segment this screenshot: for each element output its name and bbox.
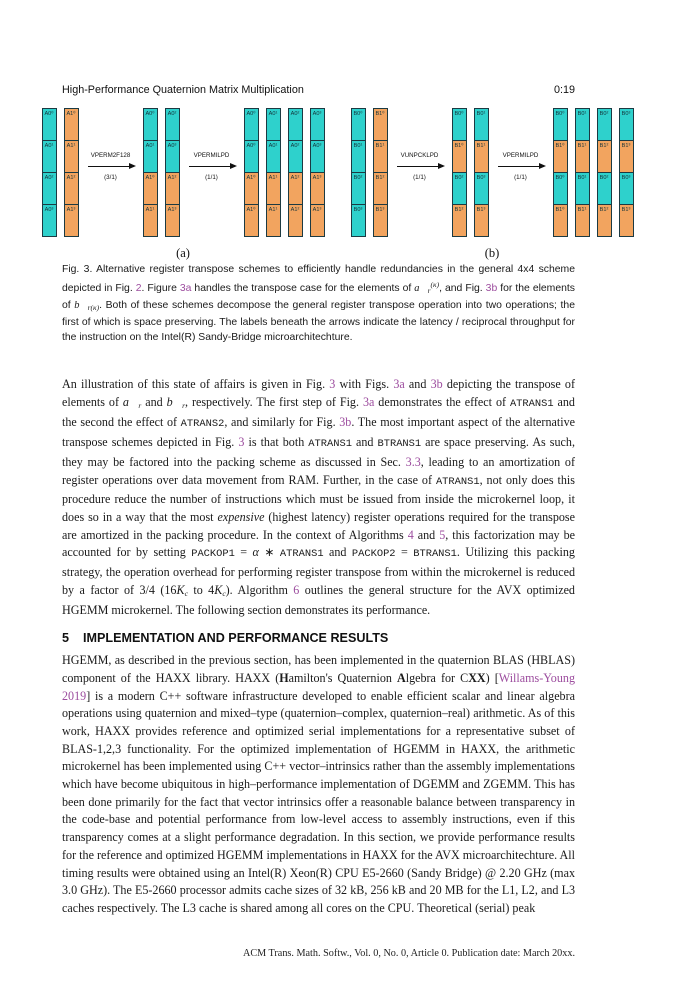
register-cell: B0³ [351, 204, 366, 237]
register-cell: A0¹ [266, 140, 281, 173]
text-run: for the elements of [62, 283, 575, 311]
register-cell: B0² [351, 172, 366, 205]
text-run: K [214, 582, 223, 597]
text-run: amilton's Quaternion [288, 670, 397, 685]
register-cell: B0¹ [474, 108, 489, 141]
register-cell: A0² [165, 108, 180, 141]
register-cell: B1² [373, 172, 388, 205]
text-run: r(κ) [87, 303, 100, 312]
arrow-rate-label: (1/1) [514, 174, 527, 181]
text-run: ATRANS1 [435, 475, 480, 488]
text-run: An illustration of this state of affairs is given in Fig. [62, 377, 330, 391]
text-run: and [404, 377, 431, 391]
register-column [64, 108, 79, 237]
text-run: A [396, 670, 406, 685]
register-cell: A1¹ [266, 172, 281, 205]
text-run: . Utilizing this packing strategy, the operation overhead for performing register transpose from within the microkernel is reduced by a factor of 3/4 (16 [62, 545, 575, 597]
register-cell: A0⁰ [143, 108, 158, 141]
text-run: , leading to an amortization of register operations over data movement from RAM. Further, in the case of [62, 454, 575, 487]
register-cell: B1² [597, 204, 612, 237]
text-run: c [222, 588, 226, 598]
text-run: and [413, 527, 440, 542]
register-cell: B0¹ [575, 108, 590, 141]
text-run: and [141, 394, 167, 409]
arrow-rate-label: (1/1) [205, 174, 218, 181]
text-run: . Figure [141, 283, 180, 294]
register-cell: A1³ [310, 204, 325, 237]
panel-a-initial-registers [42, 108, 79, 237]
register-cell: B1³ [373, 204, 388, 237]
ref-link[interactable]: 4 [407, 527, 414, 542]
text-run: b⃗ [166, 394, 183, 409]
register-cell: A0² [42, 172, 57, 205]
text-run: and the second the effect of [62, 394, 575, 430]
text-run: XX [468, 670, 486, 685]
register-cell: A0³ [42, 204, 57, 237]
text-run: depicting the transpose of elements of [62, 377, 576, 409]
figure-panel-b [351, 108, 634, 261]
text-run: is that both [244, 435, 309, 450]
text-run: , and similarly for Fig. [224, 415, 340, 430]
register-column [288, 108, 303, 237]
text-run: , respectively. The first step of Fig. [185, 394, 363, 409]
register-cell: B1⁰ [373, 108, 388, 141]
register-column [266, 108, 281, 237]
register-cell: B0³ [474, 172, 489, 205]
register-cell: A1³ [64, 204, 79, 237]
register-cell: B1¹ [373, 140, 388, 173]
ref-link[interactable]: 3 [329, 377, 336, 391]
text-run: , and Fig. [439, 283, 486, 294]
register-column [351, 108, 366, 237]
panel-b-arrow-1 [393, 108, 447, 225]
ref-link[interactable]: Willams-Young 2019 [62, 670, 575, 703]
panel-a-intermediate-registers [143, 108, 180, 237]
text-run: , not only does this procedure reduce the number of instructions which must be issued from inside the microkernel loop, it does so in a way that the most [62, 472, 575, 524]
text-run: Fig. 3. Alternative register transpose schemes to efficiently handle redundancies in the general 4x4 scheme depicted in Fig. [62, 264, 575, 294]
register-cell: B1³ [474, 204, 489, 237]
panel-b-intermediate-registers [452, 108, 489, 237]
register-column [575, 108, 590, 237]
text-run: lgebra for C [405, 670, 469, 685]
register-cell: B1⁰ [452, 140, 467, 173]
text-run: . Both of these schemes decompose the general register transpose operation into two operations; the first of which is space preserving. The labels beneath the arrows indicate the latency / reciprocal throughput for the instruction on the Intel(R) Sandy-Bridge microarchitechture. [62, 300, 575, 343]
register-cell: A0² [288, 140, 303, 173]
register-cell: A0² [288, 108, 303, 141]
text-run: r [138, 400, 142, 410]
right-arrow-icon [189, 166, 235, 167]
register-column [553, 108, 568, 237]
text-run: demonstrates the effect of [374, 394, 510, 409]
panel-a-row [42, 108, 325, 237]
panel-b-initial-registers [351, 108, 388, 237]
register-cell: A1⁰ [244, 172, 259, 205]
figure-caption [62, 262, 575, 345]
text-run: and [323, 545, 352, 560]
arrow-op-label: VPERM2F128 [90, 152, 131, 159]
ref-link[interactable]: 5 [439, 527, 446, 542]
text-run: c [184, 588, 188, 598]
register-column [244, 108, 259, 237]
body-paragraph-2 [62, 652, 575, 918]
right-arrow-icon [498, 166, 544, 167]
register-cell: B1² [597, 140, 612, 173]
register-cell: A0³ [310, 108, 325, 141]
text-run: outlines the general structure for the AVX optimized HGEMM microkernel. The following section demonstrates its performance. [62, 582, 575, 618]
register-column [143, 108, 158, 237]
text-run: ) [ [485, 670, 499, 685]
register-cell: A0⁰ [42, 108, 57, 141]
body-paragraph-1 [62, 376, 575, 620]
text-run: are space preserving. As such, they may be factored into the packing scheme as discussed in Sec. [62, 435, 575, 469]
text-run: ] is a modern C++ software infrastructure developed to enable efficient scalar and linear algebra operations using quaternion and mixed–type (quaternion–complex, quaternion–real) arithmetic. As of this work, HAXX provides reference and optimized serial implementations for a representative subset of BLAS-1,2,3 functionality. For the optimized implementation of HGEMM in HAXX, the arithmetic microkernel has been implemented using C++ vector–intrinsics rather than the assembly implementations which have become ubiquitous in high–performance implementation of DGEMM and ZGEMM. This has been done primarily for the fact that vector intrinsics offer a reasonable balance between transparency in the code-base and potential performance from low-level access to assembly instructions, even if this transparency comes at a slight performance degradation. In this section, we provide performance results for the reference and optimized HGEMM implementations in HAXX for the AVX microarchitechture. All timing results were obtained using an Intel(R) Xeon(R) CPU E5-2660 (Sandy Bridge) @ 2.20 GHz (max 3.0 GHz). The E5-2660 processor admits cache sizes of 32 kB, 256 kB and 20 MB for the L1, L2, and L3 caches respectively. The L3 cache is shared among all cores on the CPU. Theoretical (serial) peak [62, 688, 575, 915]
text-run: , this factorization may be accounted for by setting [62, 527, 576, 560]
arrow-op-label: VPERMILPD [193, 152, 230, 159]
text-run: . The most important aspect of the alternative transpose schemes depicted in Fig. [62, 415, 575, 450]
register-column [42, 108, 57, 237]
header-title: High-Performance Quaternion Matrix Multiplication [62, 84, 304, 96]
register-cell: B0² [597, 172, 612, 205]
register-cell: A1¹ [143, 204, 158, 237]
register-cell: A1³ [310, 172, 325, 205]
panel-b-label: (b) [484, 246, 500, 260]
ref-link[interactable]: 3a [179, 283, 192, 294]
register-column [373, 108, 388, 237]
register-column [597, 108, 612, 237]
register-cell: A0¹ [143, 140, 158, 173]
register-cell: B0² [597, 108, 612, 141]
register-cell: A0⁰ [244, 140, 259, 173]
register-cell: B1¹ [575, 140, 590, 173]
section-heading [62, 631, 575, 645]
right-arrow-icon [397, 166, 443, 167]
text-run: K [176, 582, 185, 597]
register-cell: B0³ [619, 172, 634, 205]
register-cell: A0³ [165, 140, 180, 173]
text-run: a⃗ [122, 394, 139, 409]
text-run: expensive [217, 509, 265, 524]
text-run: r [427, 286, 431, 295]
panel-a-arrow-1 [84, 108, 138, 225]
text-run: with Figs. [335, 377, 394, 391]
panel-a-final-registers [244, 108, 325, 237]
register-cell: B1¹ [474, 140, 489, 173]
figure-3 [0, 108, 675, 261]
panel-b-final-registers [553, 108, 634, 237]
register-cell: B0¹ [575, 172, 590, 205]
right-arrow-icon [88, 166, 134, 167]
figure-panel-a [42, 108, 325, 261]
arrow-rate-label: (3/1) [104, 174, 117, 181]
register-cell: A0³ [310, 140, 325, 173]
register-cell: A1² [288, 204, 303, 237]
register-cell: B0¹ [351, 140, 366, 173]
arrow-op-label: VPERMILPD [502, 152, 539, 159]
section-title: IMPLEMENTATION AND PERFORMANCE RESULTS [83, 631, 389, 646]
ref-link[interactable]: 3a [362, 394, 375, 409]
text-run: ATRANS2 [180, 418, 225, 431]
ref-link[interactable]: 2 [135, 283, 142, 294]
ref-link[interactable]: 3b [485, 283, 498, 294]
text-run: BTRANS1 [413, 548, 457, 561]
arrow-rate-label: (1/1) [413, 174, 426, 181]
text-run: to 4 [187, 582, 215, 597]
ref-link[interactable]: 3b [430, 377, 443, 391]
text-run: = [234, 545, 253, 560]
register-cell: A1⁰ [64, 108, 79, 141]
register-cell: B1⁰ [553, 204, 568, 237]
text-run: (κ) [430, 280, 440, 289]
ref-link[interactable]: 6 [293, 582, 300, 597]
register-cell: A1² [165, 172, 180, 205]
text-column [62, 376, 575, 918]
text-run: ATRANS1 [279, 548, 324, 561]
register-cell: B0⁰ [351, 108, 366, 141]
register-column [619, 108, 634, 237]
register-cell: A1⁰ [244, 204, 259, 237]
register-cell: B0⁰ [553, 108, 568, 141]
text-run: ∗ [258, 545, 280, 560]
register-cell: B1³ [619, 204, 634, 237]
register-cell: A0¹ [266, 108, 281, 141]
register-cell: B1⁰ [553, 140, 568, 173]
text-run: handles the transpose case for the elements of [191, 283, 415, 294]
text-run: = [395, 545, 414, 560]
register-cell: B0² [452, 172, 467, 205]
ref-link[interactable]: 3a [393, 377, 405, 391]
text-run: HGEMM, as described in the previous section, has been implemented in the quaternion BLAS (HBLAS) component of the HAXX library. HAXX ( [62, 653, 575, 685]
text-run: PACKOP1 [191, 548, 235, 561]
ref-link[interactable]: 3.3 [405, 454, 421, 469]
footer-citation: ACM Trans. Math. Softw., Vol. 0, No. 0, Article 0. Publication date: March 20xx. [242, 948, 575, 959]
text-run: r [182, 400, 185, 410]
register-cell: B0⁰ [452, 108, 467, 141]
register-cell: A1³ [165, 204, 180, 237]
section-number: 5 [62, 631, 70, 646]
text-run: ATRANS1 [509, 397, 554, 410]
text-run: H [279, 670, 289, 685]
running-header [62, 84, 575, 96]
panel-b-row [351, 108, 634, 237]
register-cell: A1¹ [266, 204, 281, 237]
register-cell: B0³ [619, 108, 634, 141]
text-run: BTRANS1 [377, 438, 422, 451]
text-run: and [351, 435, 378, 450]
register-cell: B1² [452, 204, 467, 237]
register-column [310, 108, 325, 237]
text-run: a⃗ [414, 283, 428, 294]
register-cell: B1¹ [575, 204, 590, 237]
register-cell: A1¹ [64, 140, 79, 173]
register-cell: A1⁰ [143, 172, 158, 205]
register-cell: A1² [288, 172, 303, 205]
register-cell: B0⁰ [553, 172, 568, 205]
register-column [452, 108, 467, 237]
register-cell: A0⁰ [244, 108, 259, 141]
text-run: ). Algorithm [225, 582, 294, 597]
register-column [474, 108, 489, 237]
panel-b-arrow-2 [494, 108, 548, 225]
text-run: b⃗ [74, 300, 88, 311]
register-cell: B1³ [619, 140, 634, 173]
text-run: (highest latency) register operations required for the transpose are amortized in the packing procedure. In the context of Algorithms [62, 509, 576, 542]
panel-a-arrow-2 [185, 108, 239, 225]
register-cell: A1² [64, 172, 79, 205]
register-column [165, 108, 180, 237]
panel-a-label: (a) [176, 246, 190, 260]
header-page-number: 0:19 [553, 84, 575, 96]
text-run: ATRANS1 [308, 438, 352, 451]
ref-link[interactable]: 3 [238, 435, 245, 450]
register-cell: A0¹ [42, 140, 57, 173]
ref-link[interactable]: 3b [339, 415, 352, 430]
text-run: PACKOP2 [351, 548, 396, 561]
text-run: α [252, 545, 259, 560]
arrow-op-label: VUNPCKLPD [400, 152, 439, 159]
